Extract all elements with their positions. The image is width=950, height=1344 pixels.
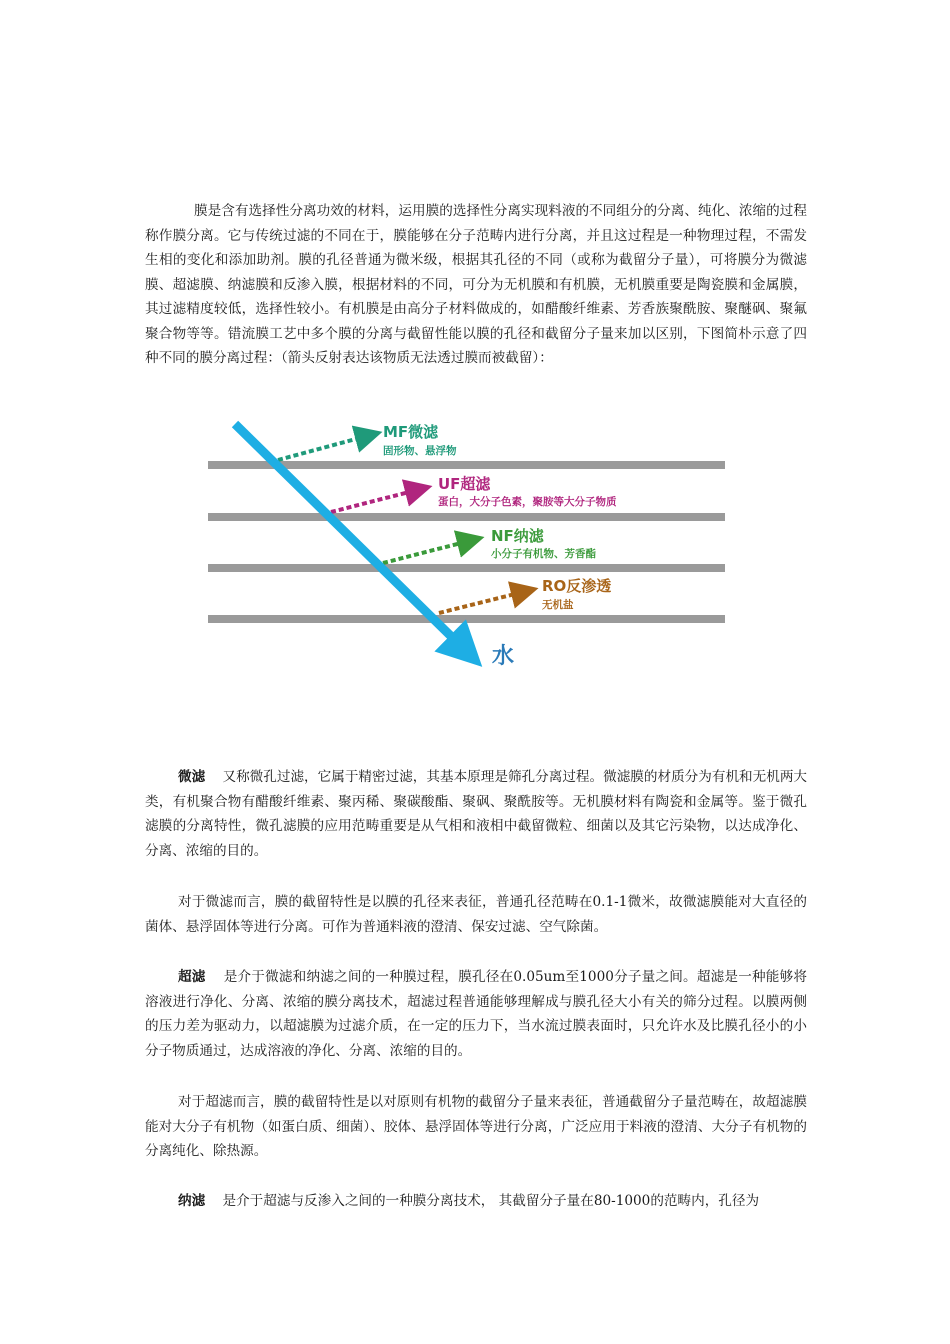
- mf-label: MF微滤: [383, 423, 439, 441]
- ultrafiltration-detail-paragraph: 对于超滤而言，膜的截留特性是以对原则有机物的截留分子量来表征，普通截留分子量范畴在，故超滤膜能对大分子有机物（如蛋白质、细菌）、胶体、悬浮固体等进行分离，广泛应用于料液的澄清、大分子有机物的分离纯化、除热源。: [145, 1094, 807, 1159]
- microfiltration-detail-paragraph: 对于微滤而言，膜的截留特性是以膜的孔径来表征，普通孔径范畴在0.1-1微米，故微滤膜能对大直径的菌体、悬浮固体等进行分离。可作为普通料液的澄清、保安过滤、空气除菌。: [145, 894, 807, 935]
- uf-label: UF超滤: [438, 475, 491, 493]
- ultrafiltration-text: 是介于微滤和纳滤之间的一种膜过程，膜孔径在0.05um至1000分子量之间。超滤是一种能够将溶液进行净化、分离、浓缩的膜分离技术，超滤过程普通能够理解成与膜孔径大小有关的筛分过程。以膜两侧的压力差为驱动力，以超滤膜为过滤介质，在一定的压力下，当水流过膜表面时，只允许水及比膜孔径小的小分子物质通过，达成溶液的净化、分离、浓缩的目的。: [145, 969, 807, 1059]
- nanofiltration-paragraph: [145, 1189, 807, 1214]
- ro-arrow: [439, 592, 523, 613]
- microfiltration-text: 又称微孔过滤，它属于精密过滤，其基本原理是筛孔分离过程。微滤膜的材质分为有机和无机两大类，有机聚合物有醋酸纤维素、聚丙稀、聚碳酸酯、聚砜、聚酰胺等。无机膜材料有陶瓷和金属等。鉴于微孔滤膜的分离特性，微孔滤膜的应用范畴重要是从气相和液相中截留微粒、细菌以及其它污染物，以达成净化、分离、浓缩的目的。: [145, 769, 808, 859]
- microfiltration-paragraph: [145, 765, 807, 863]
- water-arrow: [235, 424, 463, 648]
- ro-label: RO反渗透: [542, 577, 612, 595]
- membrane-separation-diagram: [195, 408, 735, 683]
- nf-arrow: [383, 541, 469, 563]
- nf-sublabel: 小分子有机物、芳香酯: [491, 548, 596, 560]
- intro-paragraph: 膜是含有选择性分离功效的材料，运用膜的选择性分离实现料液的不同组分的分离、纯化、浓缩的过程称作膜分离。它与传统过滤的不同在于，膜能够在分子范畴内进行分离，并且这过程是一种物理过程，不需发生相的变化和添加助剂。膜的孔径普通为微米级，根据其孔径的不同（或称为截留分子量），可将膜分为微滤膜、超滤膜、纳滤膜和反渗入膜，根据材料的不同，可分为无机膜和有机膜，无机膜重要是陶瓷膜和金属膜，其过滤精度较低，选择性较小。有机膜是由高分子材料做成的，如醋酸纤维素、芳香族聚酰胺、聚醚砜、聚氟聚合物等等。错流膜工艺中多个膜的分离与截留性能以膜的孔径和截留分子量来加以区别，下图简朴示意了四种不同的膜分离过程：（箭头反射表达该物质无法透过膜而被截留）：: [145, 203, 807, 366]
- mf-sublabel: 固形物、悬浮物: [383, 445, 457, 457]
- uf-sublabel: 蛋白，大分子色素，聚胺等大分子物质: [438, 496, 617, 508]
- nanofiltration-term: 纳滤: [178, 1193, 206, 1209]
- nanofiltration-text: 是介于超滤与反渗入之间的一种膜分离技术， 其截留分子量在80-1000的范畴内，孔径为: [222, 1193, 760, 1209]
- ultrafiltration-term: 超滤: [178, 969, 206, 985]
- nf-label: NF纳滤: [491, 527, 544, 545]
- membrane-line-2: [208, 513, 725, 521]
- membrane-line-4: [208, 615, 725, 623]
- mf-arrow: [278, 436, 367, 460]
- uf-arrow: [331, 490, 417, 512]
- ro-sublabel: 无机盐: [542, 599, 574, 611]
- water-label: 水: [492, 644, 515, 669]
- ultrafiltration-paragraph: [145, 965, 807, 1063]
- microfiltration-term: 微滤: [178, 769, 206, 785]
- membrane-line-3: [208, 564, 725, 572]
